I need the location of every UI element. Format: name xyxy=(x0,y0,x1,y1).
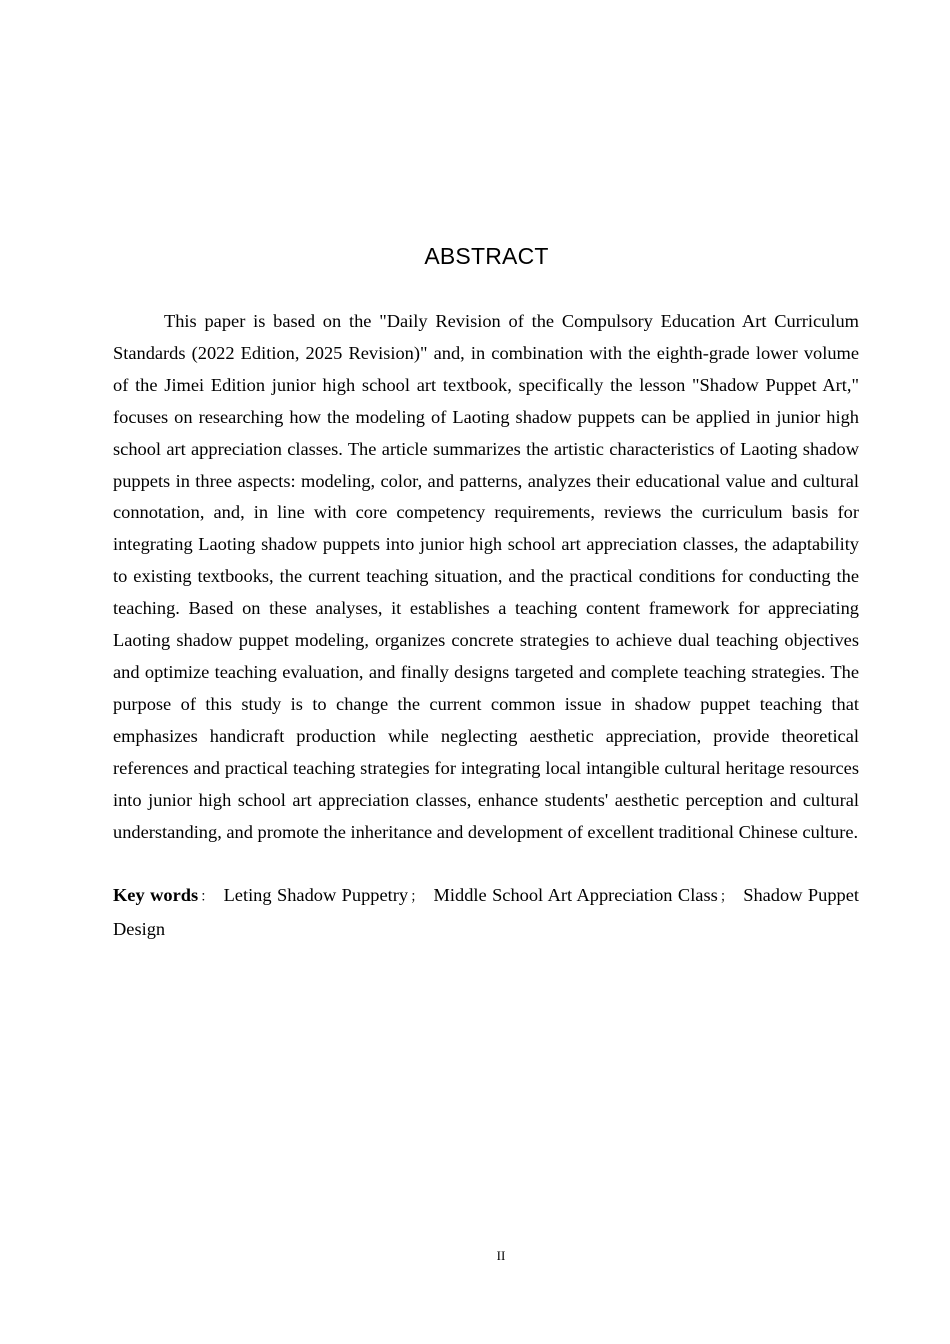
keyword-separator: ； xyxy=(410,890,425,905)
keyword-separator: ； xyxy=(719,890,734,905)
keywords-line xyxy=(113,880,859,946)
abstract-paragraph: This paper is based on the "Daily Revision of the Compulsory Education Art Curriculum Standards (2022 Edition, 2025 Revision)" and, in combination with the eighth-grade lower volume of the Jimei Edition junior high school art textbook, specifically the lesson "Shadow Puppet Art," focuses on researching how the modeling of Laoting shadow puppets can be applied in junior high school art appreciation classes. The article summarizes the artistic characteristics of Laoting shadow puppets in three aspects: modeling, color, and patterns, analyzes their educational value and cultural connotation, and, in line with core competency requirements, reviews the curriculum basis for integrating Laoting shadow puppets into junior high school art appreciation classes, the adaptability to existing textbooks, the current teaching situation, and the practical conditions for conducting the teaching. Based on these analyses, it establishes a teaching content framework for appreciating Laoting shadow puppet modeling, organizes concrete strategies to achieve dual teaching objectives and optimize teaching evaluation, and finally designs targeted and complete teaching strategies. The purpose of this study is to change the current common issue in shadow puppet teaching that emphasizes handicraft production while neglecting aesthetic appreciation, provide theoretical references and practical teaching strategies for integrating local intangible cultural heritage resources into junior high school art appreciation classes, enhance students' aesthetic perception and cultural understanding, and promote the inheritance and development of excellent traditional Chinese culture. xyxy=(113,311,859,842)
keyword-item: Shadow Puppet Design xyxy=(113,885,859,939)
keyword-item: Middle School Art Appreciation Class xyxy=(433,885,718,905)
page-number: II xyxy=(496,1248,506,1263)
abstract-title: ABSTRACT xyxy=(424,243,549,269)
keyword-item: Leting Shadow Puppetry xyxy=(223,885,409,905)
keywords-label: Key words xyxy=(113,885,199,905)
keywords-label-separator: ： xyxy=(200,890,215,905)
